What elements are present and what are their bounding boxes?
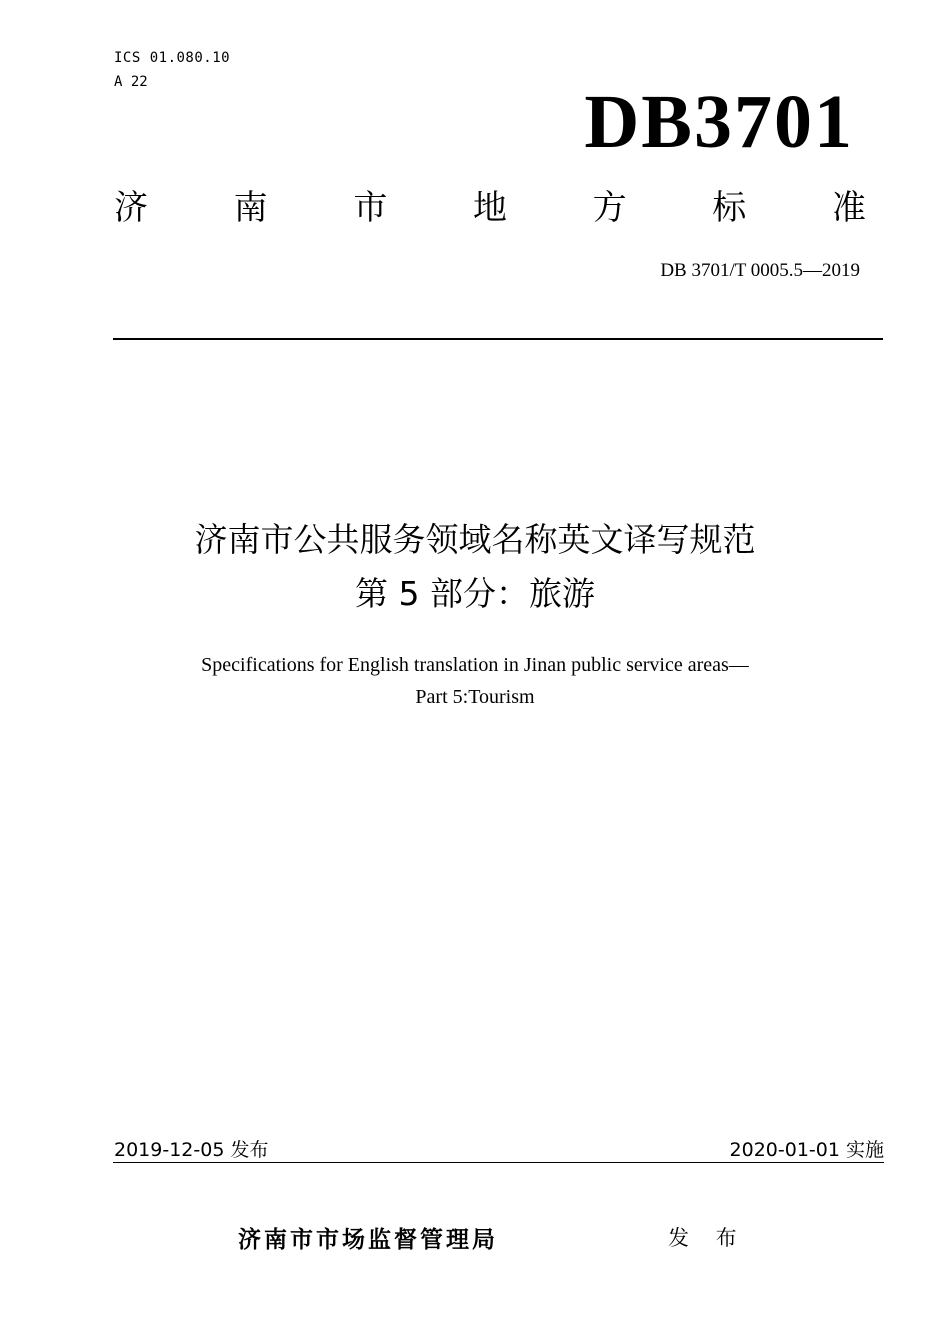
standard-type-char: 方 — [592, 188, 627, 228]
db-mark: DB3701 — [584, 80, 854, 164]
title-chinese-line-2: 第 5 部分：旅游 — [355, 574, 595, 613]
ics-code: ICS 01.080.10 — [114, 50, 231, 66]
standard-code: DB 3701/T 0005.5—2019 — [660, 260, 860, 281]
title-english-line-2: Part 5:Tourism — [415, 686, 535, 708]
footer-divider — [113, 1162, 884, 1163]
standard-type-char: 标 — [712, 188, 747, 228]
standard-type-char: 准 — [831, 188, 866, 228]
standard-type — [114, 184, 866, 232]
implement-date: 2020-01-01 实施 — [729, 1139, 884, 1161]
classification-code: A 22 — [114, 74, 148, 90]
issue-label: 发 布 — [668, 1226, 747, 1250]
issuing-authority: 济南市市场监督管理局 — [238, 1227, 498, 1253]
title-english-line-1: Specifications for English translation in Jinan public service areas— — [201, 654, 749, 676]
standard-type-char: 地 — [472, 188, 507, 228]
standard-type-char: 济 — [114, 188, 148, 228]
header-divider — [113, 338, 883, 340]
standard-type-char: 南 — [233, 188, 268, 228]
standard-type-char: 市 — [353, 188, 388, 228]
publish-date: 2019-12-05 发布 — [114, 1139, 269, 1161]
title-chinese-line-1: 济南市公共服务领域名称英文译写规范 — [194, 520, 756, 559]
